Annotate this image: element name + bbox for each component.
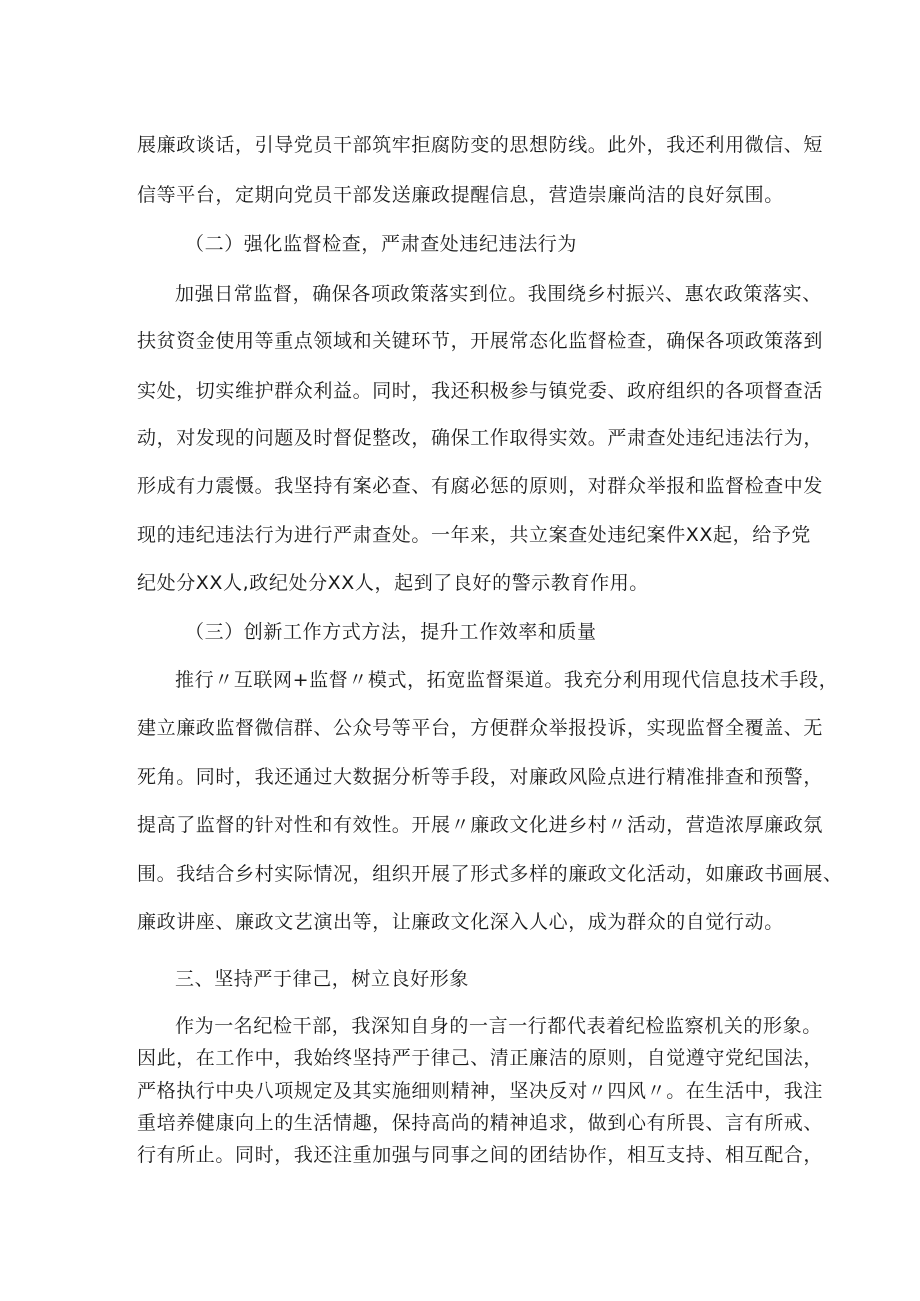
paragraph-line: 形成有力震慑。我坚持有案必查、有腐必惩的原则，对群众举报和监督检查中发	[137, 475, 824, 497]
paragraph-line: 死角。同时，我还通过大数据分析等手段，对廉政风险点进行精准排查和预警，	[137, 766, 824, 788]
section-heading: （二）强化监督检查，严肃查处违纪违法行为	[185, 233, 578, 255]
paragraph-line: 围。我结合乡村实际情况，组织开展了形式多样的廉政文化活动，如廉政书画展、	[137, 863, 843, 885]
paragraph-line: 推行〃互联网+监督〃模式，拓宽监督渠道。我充分利用现代信息技术手段，	[175, 669, 839, 691]
paragraph-line: 扶贫资金使用等重点领域和关键环节，开展常态化监督检查，确保各项政策落到	[137, 330, 824, 352]
paragraph-line: 因此，在工作中，我始终坚持严于律己、清正廉洁的原则，自觉遵守党纪国法，	[137, 1047, 824, 1069]
paragraph-line: 提高了监督的针对性和有效性。开展〃廉政文化进乡村〃活动，营造浓厚廉政氛	[137, 814, 824, 836]
paragraph-line: 实处，切实维护群众利益。同时，我还积极参与镇党委、政府组织的各项督查活	[137, 380, 824, 402]
paragraph-line: 严格执行中央八项规定及其实施细则精神，坚决反对〃四风〃。在生活中，我注	[137, 1080, 824, 1102]
paragraph-line: 加强日常监督，确保各项政策落实到位。我围绕乡村振兴、惠农政策落实、	[175, 283, 822, 305]
paragraph-line: 展廉政谈话，引导党员干部筑牢拒腐防变的思想防线。此外，我还利用微信、短	[137, 134, 824, 156]
paragraph-line: 纪处分XX人,政纪处分XX人，起到了良好的警示教育作用。	[137, 572, 649, 594]
paragraph-line: 廉政讲座、廉政文艺演出等，让廉政文化深入人心，成为群众的自觉行动。	[137, 911, 784, 933]
paragraph-line: 作为一名纪检干部，我深知自身的一言一行都代表着纪检监察机关的形象。	[175, 1015, 822, 1037]
chapter-heading: 三、坚持严于律己，树立良好形象	[175, 968, 470, 990]
paragraph-line: 信等平台，定期向党员干部发送廉政提醒信息，营造崇廉尚洁的良好氛围。	[137, 184, 784, 206]
paragraph-line: 行有所止。同时，我还注重加强与同事之间的团结协作，相互支持、相互配合，	[137, 1144, 824, 1166]
paragraph-line: 动，对发现的问题及时督促整改，确保工作取得实效。严肃查处违纪违法行为，	[137, 427, 824, 449]
paragraph-line: 建立廉政监督微信群、公众号等平台，方便群众举报投诉，实现监督全覆盖、无	[137, 717, 824, 739]
paragraph-line: 重培养健康向上的生活情趣，保持高尚的精神追求，做到心有所畏、言有所戒、	[137, 1112, 824, 1134]
paragraph-line: 现的违纪违法行为进行严肃查处。一年来，共立案查处违纪案件XX起，给予党	[137, 524, 812, 546]
section-heading: （三）创新工作方式方法，提升工作效率和质量	[185, 621, 597, 643]
